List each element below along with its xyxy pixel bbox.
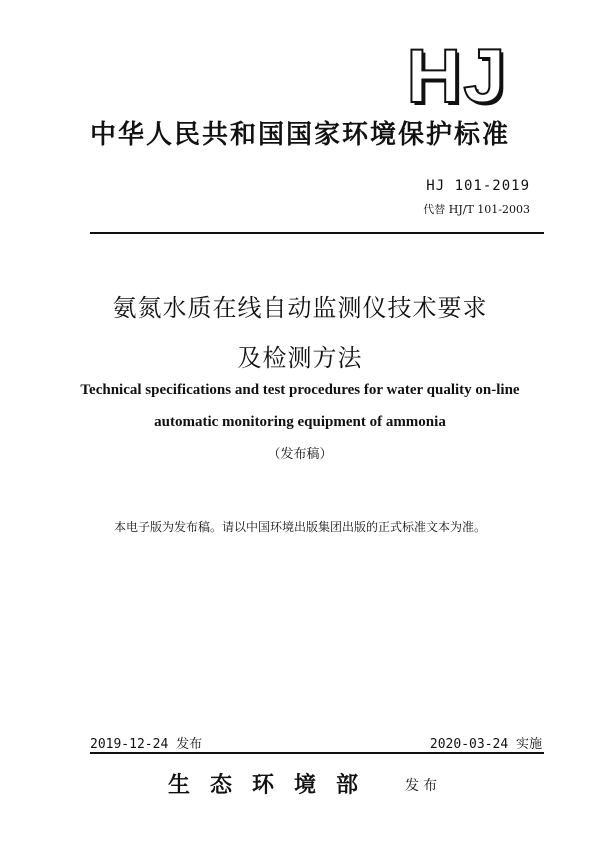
draft-label: （发布稿） [267,447,333,462]
edition-notice: 本电子版为发布稿。请以中国环境出版集团出版的正式标准文本为准。 [113,520,486,534]
publisher-name: 生态环境部 [168,772,379,798]
title-english-line2: automatic monitoring equipment of ammonia [154,414,446,430]
publish-verb: 发布 [405,778,441,794]
top-divider [90,232,544,234]
title-chinese-line1: 氨氮水质在线自动监测仪技术要求 [112,294,488,322]
implementation-date: 2020-03-24 实施 [429,737,542,752]
org-name: 中华人民共和国国家环境保护标准 [89,120,510,150]
title-chinese-line2: 及检测方法 [237,344,363,372]
hj-logo: HJ [406,34,508,119]
bottom-divider [90,752,544,754]
title-english-line1: Technical specifications and test procedures for water quality on-line [80,382,520,398]
replaces-standard: 代替 HJ/T 101-2003 [423,203,530,216]
issue-date: 2019-12-24 发布 [90,737,203,752]
standard-number: HJ 101-2019 [426,178,530,194]
